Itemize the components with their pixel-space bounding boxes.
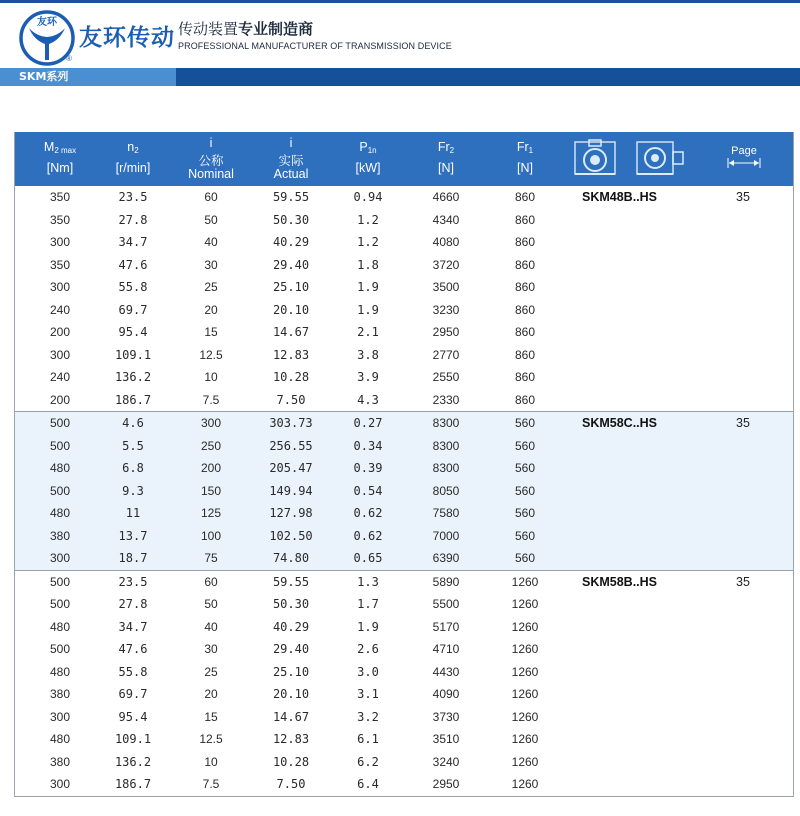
table-cell: 560 (514, 461, 536, 475)
table-cell: 69.7 (118, 687, 148, 701)
table-cell: 560 (514, 506, 536, 520)
registered-mark: ® (66, 54, 72, 63)
model-name: SKM58C..HS (582, 416, 658, 430)
table-cell: 150 (200, 483, 222, 498)
table-cell: 205.47 (269, 461, 313, 475)
table-cell: 300 (49, 235, 71, 249)
table-cell: 7.50 (276, 777, 306, 791)
table-row (15, 276, 793, 299)
table-row (15, 231, 793, 254)
table-cell: 3230 (432, 302, 460, 317)
table-cell: 250 (200, 438, 222, 453)
table-cell: 1260 (511, 777, 539, 791)
table-cell: 4080 (432, 235, 460, 249)
table-cell: 500 (49, 438, 71, 453)
table-cell: 2.6 (357, 642, 379, 656)
table-cell: 240 (49, 302, 71, 317)
table-cell: 1.8 (357, 257, 379, 272)
table-row (15, 412, 793, 435)
table-cell: 25 (204, 280, 218, 294)
table-cell: 50.30 (272, 597, 310, 611)
table-cell: 3.1 (357, 687, 379, 701)
series-bar (0, 68, 800, 86)
table-cell: 350 (49, 257, 71, 272)
table-cell: 500 (49, 483, 71, 498)
model-group (15, 571, 793, 797)
table-cell: 10.28 (272, 754, 310, 769)
table-cell: 4.6 (122, 416, 144, 430)
table-cell: 5170 (432, 619, 460, 634)
table-cell: 2330 (432, 392, 460, 407)
table-cell: 0.54 (353, 483, 383, 498)
table-cell: 25.10 (272, 664, 310, 679)
table-cell: 560 (514, 438, 536, 453)
table-cell: 20.10 (272, 302, 310, 317)
table-cell: 8300 (432, 461, 460, 475)
table-cell: 25 (204, 664, 218, 679)
table-cell: 186.7 (114, 777, 152, 791)
tagline-cn-bold: 专业制造商 (238, 20, 314, 38)
col-header-ratio-actual: i 实际 Actual (273, 136, 309, 181)
table-cell: 256.55 (269, 438, 313, 453)
table-cell: 6.2 (357, 754, 379, 769)
table-row (15, 299, 793, 322)
table-cell: 20 (204, 302, 218, 317)
page-number: 35 (736, 190, 750, 204)
table-cell: 1.9 (357, 619, 379, 634)
table-cell: 860 (514, 257, 536, 272)
table-cell: 1.3 (357, 574, 379, 589)
col-header-torque: $M_{2 max}$ [Nm] (43, 140, 77, 175)
table-cell: 860 (514, 347, 536, 362)
table-cell: 6390 (432, 551, 460, 565)
table-cell: 860 (514, 280, 536, 294)
table-cell: 480 (49, 619, 71, 634)
table-row (15, 366, 793, 389)
col-header-radial-output: $Fr_2$ [N] (437, 140, 455, 175)
table-cell: 2.1 (357, 325, 379, 339)
table-cell: 125 (200, 506, 222, 520)
table-cell: 480 (49, 664, 71, 679)
table-cell: 127.98 (269, 506, 313, 520)
table-cell: 3500 (432, 280, 460, 294)
table-cell: 15 (204, 709, 218, 724)
table-cell: 4660 (432, 190, 460, 204)
table-cell: 23.5 (118, 190, 148, 204)
table-row (15, 209, 793, 232)
table-cell: 34.7 (118, 619, 148, 634)
gearbox-side-view-icon (573, 138, 617, 178)
table-row (15, 344, 793, 367)
table-cell: 136.2 (114, 370, 152, 384)
table-cell: 1260 (511, 754, 539, 769)
table-cell: 560 (514, 528, 536, 543)
table-cell: 3510 (432, 732, 460, 746)
col-header-ratio-nominal: i 公称 Nominal (188, 136, 234, 181)
table-cell: 4340 (432, 212, 460, 227)
table-row (15, 706, 793, 729)
table-row (15, 773, 793, 796)
table-cell: 860 (514, 370, 536, 384)
top-rule (0, 0, 800, 3)
table-row (15, 502, 793, 525)
table-cell: 12.83 (272, 732, 310, 746)
table-cell: 1260 (511, 732, 539, 746)
table-cell: 50 (204, 212, 218, 227)
table-cell: 136.2 (114, 754, 152, 769)
table-cell: 10 (204, 370, 218, 384)
table-cell: 3.2 (357, 709, 379, 724)
table-cell: 30 (204, 642, 218, 656)
page-number: 35 (736, 574, 750, 589)
table-cell: 2770 (432, 347, 460, 362)
table-cell: 200 (49, 325, 71, 339)
table-cell: 20.10 (272, 687, 310, 701)
table-cell: 480 (49, 732, 71, 746)
table-row (15, 457, 793, 480)
table-cell: 300 (49, 280, 71, 294)
table-cell: 12.83 (272, 347, 310, 362)
table-cell: 200 (49, 392, 71, 407)
table-cell: 29.40 (272, 257, 310, 272)
table-cell: 860 (514, 325, 536, 339)
table-row (15, 616, 793, 639)
table-row (15, 661, 793, 684)
table-cell: 10 (204, 754, 218, 769)
table-cell: 20 (204, 687, 218, 701)
table-cell: 7580 (432, 506, 460, 520)
table-cell: 40.29 (272, 619, 310, 634)
gearbox-front-view-icon (635, 138, 685, 178)
tagline-cn (178, 18, 313, 39)
table-cell: 560 (514, 483, 536, 498)
table-cell: 3.0 (357, 664, 379, 679)
table-cell: 8300 (432, 438, 460, 453)
table-cell: 5890 (432, 574, 460, 589)
table-cell: 7.5 (202, 777, 220, 791)
table-cell: 480 (49, 506, 71, 520)
table-cell: 55.8 (118, 664, 148, 679)
table-cell: 6.8 (122, 461, 144, 475)
table-row (15, 638, 793, 661)
table-cell: 500 (49, 597, 71, 611)
table-cell: 0.27 (353, 416, 383, 430)
table-cell: 13.7 (118, 528, 148, 543)
table-cell: 0.62 (353, 528, 383, 543)
table-cell: 240 (49, 370, 71, 384)
table-cell: 860 (514, 302, 536, 317)
table-cell: 300 (49, 777, 71, 791)
table-cell: 303.73 (269, 416, 313, 430)
table-cell: 1.9 (357, 280, 379, 294)
table-header (15, 132, 793, 186)
table-cell: 34.7 (118, 235, 148, 249)
table-cell: 47.6 (118, 257, 148, 272)
tagline-en: PROFESSIONAL MANUFACTURER OF TRANSMISSION DEVICE (178, 41, 452, 51)
table-cell: 350 (49, 190, 71, 204)
page-width-arrow-icon (726, 156, 762, 170)
table-cell: 480 (49, 461, 71, 475)
table-cell: 1260 (511, 574, 539, 589)
table-cell: 350 (49, 212, 71, 227)
model-group (15, 412, 793, 571)
table-cell: 55.8 (118, 280, 148, 294)
table-cell: 69.7 (118, 302, 148, 317)
table-row (15, 525, 793, 548)
logo-text: 友环 (37, 17, 57, 28)
table-cell: 12.5 (199, 347, 223, 362)
table-row (15, 751, 793, 774)
table-cell: 4430 (432, 664, 460, 679)
table-cell: 1.2 (357, 212, 379, 227)
table-cell: 500 (49, 642, 71, 656)
table-cell: 2550 (432, 370, 460, 384)
table-row (15, 683, 793, 706)
table-cell: 1260 (511, 597, 539, 611)
table-cell: 300 (49, 551, 71, 565)
table-cell: 50 (204, 597, 218, 611)
table-cell: 29.40 (272, 642, 310, 656)
table-cell: 3240 (432, 754, 460, 769)
table-cell: 149.94 (269, 483, 313, 498)
table-cell: 2950 (432, 325, 460, 339)
table-cell: 12.5 (199, 732, 223, 746)
table-row (15, 571, 793, 594)
table-row (15, 321, 793, 344)
table-cell: 40 (204, 619, 218, 634)
table-cell: 27.8 (118, 212, 148, 227)
table-cell: 0.94 (353, 190, 383, 204)
table-cell: 8050 (432, 483, 460, 498)
table-row (15, 254, 793, 277)
table-cell: 3730 (432, 709, 460, 724)
table-cell: 380 (49, 528, 71, 543)
table-cell: 30 (204, 257, 218, 272)
table-cell: 74.80 (272, 551, 310, 565)
table-cell: 860 (514, 392, 536, 407)
table-cell: 1.2 (357, 235, 379, 249)
table-cell: 7.50 (276, 392, 306, 407)
col-header-page: Page (723, 132, 765, 186)
table-cell: 1260 (511, 642, 539, 656)
table-cell: 14.67 (272, 325, 310, 339)
table-cell: 50.30 (272, 212, 310, 227)
table-cell: 109.1 (114, 732, 152, 746)
table-cell: 59.55 (272, 574, 310, 589)
table-cell: 380 (49, 687, 71, 701)
series-label: SKM系列 (0, 68, 176, 86)
table-cell: 500 (49, 416, 71, 430)
page-number: 35 (736, 416, 750, 430)
table-cell: 380 (49, 754, 71, 769)
table-cell: 860 (514, 190, 536, 204)
table-row (15, 435, 793, 458)
table-cell: 3.8 (357, 347, 379, 362)
model-name: SKM58B..HS (582, 574, 658, 589)
table-cell: 1260 (511, 709, 539, 724)
table-cell: 10.28 (272, 370, 310, 384)
table-cell: 1260 (511, 619, 539, 634)
table-cell: 6.4 (357, 777, 379, 791)
table-cell: 60 (204, 574, 218, 589)
table-cell: 11 (125, 506, 141, 520)
table-row (15, 593, 793, 616)
brand-name: 友环传动 (79, 25, 175, 51)
table-cell: 9.3 (122, 483, 144, 498)
table-cell: 109.1 (114, 347, 152, 362)
table-cell: 0.39 (353, 461, 383, 475)
table-cell: 300 (49, 709, 71, 724)
table-row (15, 728, 793, 751)
table-cell: 300 (200, 416, 222, 430)
table-cell: 300 (49, 347, 71, 362)
table-cell: 0.62 (353, 506, 383, 520)
table-cell: 4710 (432, 642, 460, 656)
table-cell: 6.1 (357, 732, 379, 746)
table-cell: 2950 (432, 777, 460, 791)
table-cell: 5.5 (122, 438, 144, 453)
table-cell: 0.65 (353, 551, 383, 565)
col-header-radial-input: $Fr_1$ [N] (516, 140, 534, 175)
table-cell: 75 (204, 551, 218, 565)
table-cell: 95.4 (118, 325, 148, 339)
table-cell: 40.29 (272, 235, 310, 249)
table-cell: 102.50 (269, 528, 313, 543)
table-cell: 186.7 (114, 392, 152, 407)
model-name: SKM48B..HS (582, 190, 658, 204)
table-row (15, 186, 793, 209)
col-header-speed: $n_2$ [r/min] (115, 140, 151, 175)
table-cell: 1.9 (357, 302, 379, 317)
table-cell: 560 (514, 551, 536, 565)
table-cell: 0.34 (353, 438, 383, 453)
table-cell: 4090 (432, 687, 460, 701)
table-cell: 1.7 (357, 597, 379, 611)
table-cell: 23.5 (118, 574, 148, 589)
table-body (15, 186, 793, 797)
table-cell: 860 (514, 212, 536, 227)
table-cell: 3720 (432, 257, 460, 272)
table-cell: 100 (200, 528, 222, 543)
table-cell: 47.6 (118, 642, 148, 656)
table-cell: 95.4 (118, 709, 148, 724)
table-cell: 27.8 (118, 597, 148, 611)
table-cell: 25.10 (272, 280, 310, 294)
tagline-cn-normal: 传动装置 (178, 20, 239, 38)
table-cell: 40 (204, 235, 218, 249)
col-header-power: $P_{1n}$ [kW] (355, 140, 381, 175)
table-cell: 59.55 (272, 190, 310, 204)
model-group (15, 186, 793, 412)
table-cell: 8300 (432, 416, 460, 430)
table-cell: 60 (204, 190, 218, 204)
table-cell: 3.9 (357, 370, 379, 384)
table-row (15, 547, 793, 570)
table-row (15, 480, 793, 503)
table-cell: 1260 (511, 687, 539, 701)
table-cell: 1260 (511, 664, 539, 679)
table-cell: 860 (514, 235, 536, 249)
table-cell: 18.7 (118, 551, 148, 565)
table-cell: 15 (204, 325, 218, 339)
spec-table (14, 132, 794, 797)
table-cell: 560 (514, 416, 536, 430)
table-cell: 4.3 (357, 392, 379, 407)
table-cell: 7.5 (202, 392, 220, 407)
table-cell: 500 (49, 574, 71, 589)
table-cell: 14.67 (272, 709, 310, 724)
table-cell: 200 (200, 461, 222, 475)
table-row (15, 389, 793, 412)
table-cell: 5500 (432, 597, 460, 611)
table-cell: 7000 (432, 528, 460, 543)
